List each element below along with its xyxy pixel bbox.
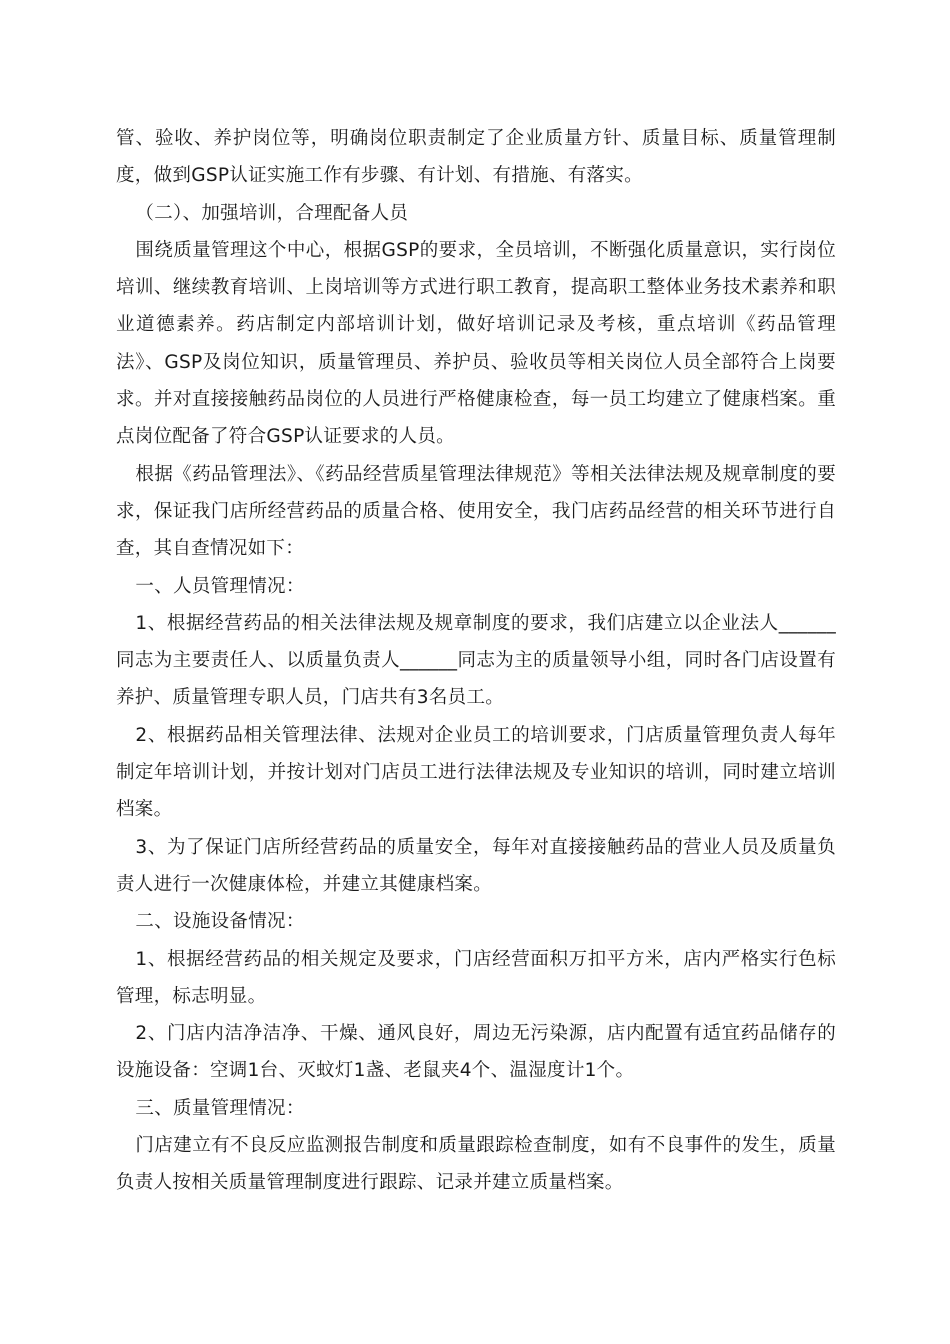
paragraph-gsp-responsibilities: 管、验收、养护岗位等，明确岗位职责制定了企业质量方针、质量目标、质量管理制度，做到GSP认证实施工作有步骤、有计划、有措施、有落实。	[116, 128, 836, 187]
section-heading-facilities: 二、设施设备情况：	[135, 911, 305, 933]
paragraph-self-inspection-intro: 根据《药品管理法》、《药品经营质星管理法律规范》等相关法律法规及规章制度的要求，保证我门店所经营药品的质量合格、使用安全，我门店药品经营的相关环节进行自查，其自查情况如下：	[116, 463, 836, 560]
section-heading-personnel: 一、人员管理情况：	[135, 575, 305, 597]
section-heading-quality: 三、质量管理情况：	[135, 1097, 305, 1119]
paragraph-quality-1: 门店建立有不良反应监测报告制度和质量跟踪检查制度，如有不良事件的发生，质量负责人按相关质量管理制度进行跟踪、记录并建立质量档案。	[116, 1135, 836, 1194]
paragraph-personnel-3: 3、为了保证门店所经营药品的质量安全，每年对直接接触药品的营业人员及质量负责人进行一次健康体检，并建立其健康档案。	[116, 836, 836, 895]
paragraph-facilities-1: 1、根据经营药品的相关规定及要求，门店经营面积万扣平方米，店内严格实行色标管理，标志明显。	[116, 948, 836, 1007]
document-page	[116, 120, 836, 1202]
section-heading-training: （二）、加强培训，合理配备人员	[135, 202, 409, 224]
paragraph-training-details: 围绕质量管理这个中心，根据GSP的要求，全员培训，不断强化质量意识，实行岗位培训、继续教育培训、上岗培训等方式进行职工教育，提高职工整体业务技术素养和职业道德素养。药店制定内部培训计划，做好培训记录及考核，重点培训《药品管理法》、GSP及岗位知识，质量管理员、养护员、验收员等相关岗位人员全部符合上岗要求。并对直接接触药品岗位的人员进行严格健康检查，每一员工均建立了健康档案。重点岗位配备了符合GSP认证要求的人员。	[116, 239, 836, 448]
paragraph-personnel-1: 1、根据经营药品的相关法律法规及规章制度的要求，我们店建立以企业法人______同志为主要责任人、以质量负责人______同志为主的质量领导小组，同时各门店设置有养护、质量管理专职人员，门店共有3名员工。	[116, 612, 836, 709]
paragraph-facilities-2: 2、门店内洁净洁净、干燥、通风良好，周边无污染源，店内配置有适宜药品储存的设施设备：空调1台、灭蚊灯1盏、老鼠夹4个、温湿度计1个。	[116, 1023, 836, 1082]
paragraph-personnel-2: 2、根据药品相关管理法律、法规对企业员工的培训要求，门店质量管理负责人每年制定年培训计划，并按计划对门店员工进行法律法规及专业知识的培训，同时建立培训档案。	[116, 724, 836, 821]
